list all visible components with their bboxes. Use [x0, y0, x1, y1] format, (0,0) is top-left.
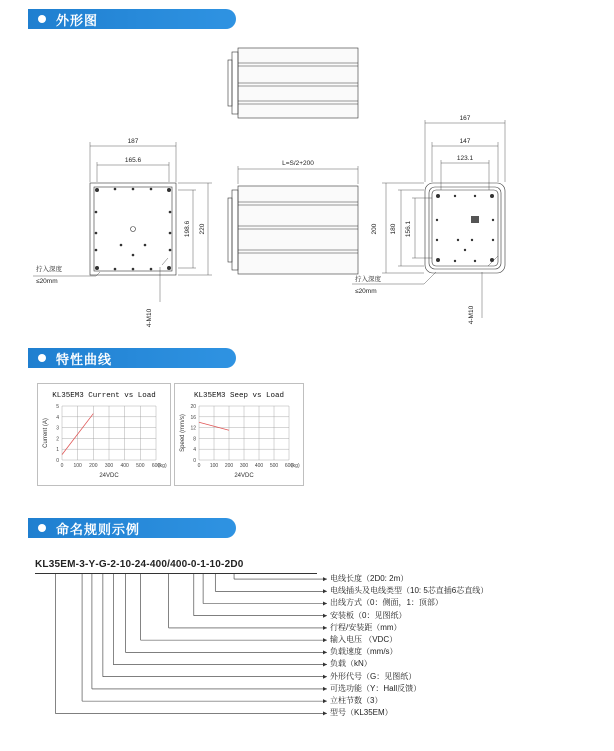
- code-segment: 3: [79, 559, 85, 570]
- arrow-icon: [323, 699, 327, 703]
- y-tick-label: 0: [193, 458, 196, 464]
- thread-left: 4-M10: [146, 308, 153, 328]
- y-tick-label: 4: [193, 447, 196, 454]
- legend-item: 负载速度（mm/s）: [330, 647, 398, 657]
- dim-220: 220: [199, 223, 206, 235]
- x-tick-label: 0: [197, 463, 201, 469]
- legend-item: 电线插头及电线类型（10: 5芯直插6芯直线）: [330, 586, 489, 596]
- naming-legend: [330, 573, 488, 719]
- code-segment: 10: [119, 559, 132, 570]
- code-segment: 0: [190, 559, 197, 570]
- legend-item: 可选功能（Y：Hall反馈）: [330, 683, 422, 693]
- thread-right: 4-M10: [468, 305, 475, 325]
- arrow-icon: [323, 577, 327, 581]
- x-axis-label: 24VDC: [234, 473, 254, 479]
- chart-title: KL35EM3 Seep vs Load: [193, 392, 284, 400]
- dim-length: L=S/2+200: [282, 160, 314, 167]
- y-axis-label: Speed (mm/s): [180, 414, 186, 452]
- code-segment: 2D0: [224, 559, 244, 570]
- dim-123-1: 123.1: [456, 155, 474, 162]
- code-segment: 24: [134, 559, 147, 570]
- code-segment: Y: [88, 559, 96, 570]
- dim-165-6: 165.6: [124, 157, 142, 164]
- x-tick-label: 200: [224, 463, 234, 469]
- y-tick-label: 8: [193, 436, 196, 443]
- x-tick-label: 600: [284, 463, 294, 469]
- code-segment: 10: [209, 559, 222, 570]
- y-tick-label: 3: [56, 425, 59, 432]
- chart-title: KL35EM3 Current vs Load: [52, 392, 156, 400]
- code-separator: -: [146, 559, 150, 570]
- x-unit-label: (kg): [291, 463, 300, 469]
- dim-156-1: 156.1: [405, 220, 412, 238]
- x-tick-label: 100: [209, 463, 219, 469]
- code-separator: -: [131, 559, 135, 570]
- arrow-icon: [323, 638, 327, 642]
- code-separator: -: [116, 559, 120, 570]
- code-segment: 1: [200, 559, 206, 570]
- y-tick-label: 16: [190, 414, 196, 421]
- x-tick-label: 400: [120, 463, 129, 469]
- arrow-icon: [323, 589, 327, 593]
- y-tick-label: 4: [56, 414, 59, 421]
- legend-item: 行程/安装距（mm）: [330, 622, 402, 632]
- arrow-icon: [323, 675, 327, 679]
- section-title: 命名规则示例: [56, 521, 141, 537]
- legend-item: 外形代号（G：见图纸）: [330, 671, 417, 681]
- x-tick-label: 500: [269, 463, 279, 469]
- x-axis-label: 24VDC: [99, 473, 119, 479]
- x-unit-label: (kg): [158, 463, 167, 469]
- legend-item: 安装板（0：见图纸）: [330, 610, 407, 620]
- y-tick-label: 2: [56, 436, 59, 443]
- dim-187: 187: [127, 138, 139, 145]
- code-separator: -: [196, 559, 201, 570]
- dim-167: 167: [459, 115, 471, 122]
- dim-180: 180: [390, 223, 397, 235]
- legend-item: 出线方式（0：侧面，1：顶部）: [330, 598, 443, 608]
- code-separator: -: [106, 559, 111, 570]
- legend-item: 输入电压 （VDC）: [330, 635, 398, 645]
- y-tick-label: 1: [56, 447, 59, 454]
- y-tick-label: 20: [190, 404, 196, 410]
- y-tick-label: 12: [190, 425, 196, 432]
- y-axis-label: Current (A): [43, 418, 49, 448]
- dim-147: 147: [459, 138, 471, 145]
- code-segment: G: [98, 559, 107, 570]
- code-segment: 400/400: [149, 559, 188, 570]
- x-tick-label: 300: [239, 463, 249, 469]
- x-tick-label: 0: [60, 463, 64, 469]
- y-tick-label: 0: [56, 458, 59, 464]
- x-tick-label: 500: [136, 463, 145, 469]
- depth-note-right-2: ≤20mm: [355, 288, 377, 295]
- y-tick-label: 5: [56, 404, 59, 410]
- legend-item: 负载（kN）: [330, 659, 372, 669]
- x-tick-label: 400: [254, 463, 264, 469]
- arrow-icon: [323, 614, 327, 618]
- section-title: 外形图: [56, 12, 99, 28]
- code-segment: 2: [110, 559, 117, 570]
- code-separator: -: [221, 559, 225, 570]
- depth-note-right-1: 拧入深度: [355, 276, 381, 283]
- dim-200: 200: [371, 223, 378, 235]
- x-tick-label: 600: [151, 463, 161, 469]
- arrow-icon: [323, 602, 327, 606]
- code-segment: KL35EM: [35, 559, 76, 570]
- code-separator: -: [187, 559, 191, 570]
- arrow-icon: [323, 711, 327, 715]
- legend-item: 电线长度（2D0: 2m）: [330, 574, 409, 583]
- x-tick-label: 300: [104, 463, 114, 469]
- x-tick-label: 200: [89, 463, 98, 469]
- legend-item: 立柱节数（3）: [330, 696, 383, 706]
- arrow-icon: [323, 663, 327, 667]
- arrow-icon: [323, 650, 327, 654]
- code-separator: -: [95, 559, 99, 570]
- arrow-icon: [323, 626, 327, 630]
- x-tick-label: 100: [73, 463, 82, 469]
- dim-198-6: 198.6: [184, 220, 191, 238]
- section-title: 特性曲线: [56, 351, 113, 367]
- legend-item: 型号（KL35EM）: [330, 708, 393, 718]
- depth-note-left-1: 拧入深度: [36, 266, 62, 273]
- code-separator: -: [205, 559, 210, 570]
- depth-note-left-2: ≤20mm: [36, 278, 58, 285]
- code-separator: -: [75, 559, 80, 570]
- code-separator: -: [84, 559, 89, 570]
- arrow-icon: [323, 687, 327, 691]
